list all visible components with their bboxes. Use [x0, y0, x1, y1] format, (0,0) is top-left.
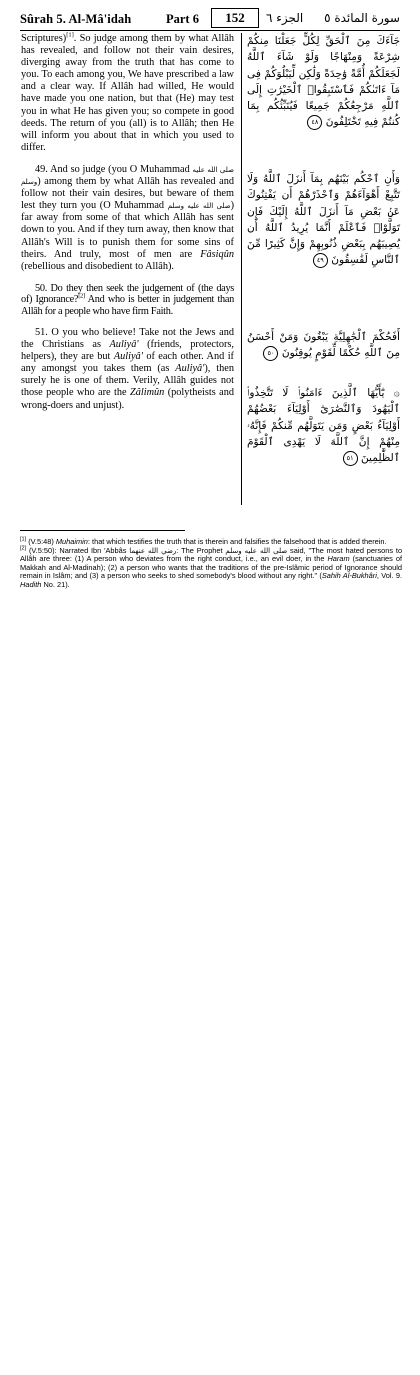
ayah-number-icon: ٤٩ — [313, 253, 328, 268]
translation-paragraph-50: 50. Do they then seek the judgement of (the days of) Ignorance?[2] And who is better in judgement than Allâh for a people who have firm Faith. — [21, 282, 234, 317]
footnote-ref[interactable]: [1] — [66, 31, 74, 39]
arabic-verse-49: وَأَنِ ٱحْكُم بَيْنَهُم بِمَآ أَنزَلَ ٱللَّهُ وَلَا تَتَّبِعْ أَهْوَآءَهُمْ وَٱحْذَرْهُمْ أَن يَفْتِنُوكَ عَنۢ بَعْضِ مَآ أَنزَلَ ٱللَّهُ إِلَيْكَ فَإِن تَوَلَّوْا۟ فَٱعْلَمْ أَنَّمَا يُرِيدُ ٱللَّهُ أَن يُصِيبَهُم بِبَعْضِ ذُنُوبِهِمْ وَإِنَّ كَثِيرًا مِّنَ ٱلنَّاسِ لَفَٰسِقُونَ ٤٩ — [247, 173, 400, 267]
juz-label-arabic: الجزء ٦ — [266, 11, 304, 25]
footnote-1: [1] (V.5:48) Muhaimin: that which testifies the truth that is therein and falsifies the falsehood that is added therein. — [20, 536, 387, 546]
footnote-ref[interactable]: [2] — [78, 292, 85, 300]
term-zalimun: Zâlimûn — [129, 387, 165, 399]
translation-paragraph-48: Scriptures)[1]. So judge among them by what Allâh has revealed, and follow not their vain desires, diverging away from the truth that has come to you. To each among you, We have prescribed a law and a clear way. If Allâh had willed, He would have made you one nation, but that (He) may test you in what He has given you; so compete in good deeds. The return of you (all) is to Allâh; then He will inform you about that in which you used to differ. — [21, 31, 234, 153]
term-auliya: Auliyâ' — [109, 339, 139, 351]
salutation-glyph: صلى الله عليه وسلم — [21, 165, 234, 187]
page-number: 152 — [211, 8, 259, 28]
footnotes — [20, 538, 402, 590]
header-rule — [20, 30, 400, 31]
term-fasiqun: Fâsiqûn — [200, 248, 234, 260]
arabic-verse-51: ۞ يَٰٓأَيُّهَا ٱلَّذِينَ ءَامَنُوا۟ لَا تَتَّخِذُوا۟ ٱلْيَهُودَ وَٱلنَّصَٰرَىٰٓ أَوْلِيَآءَ بَعْضُهُمْ أَوْلِيَآءُ بَعْضٍ وَمَن يَتَوَلَّهُم مِّنكُمْ فَإِنَّهُۥ مِنْهُمْ إِنَّ ٱللَّهَ لَا يَهْدِى ٱلْقَوْمَ ٱلظَّٰلِمِينَ ٥١ — [247, 387, 400, 465]
footnote-2: [2] (V.5:50): Narrated Ibn 'Abbâs رضي الله عنهما: The Prophet صلى الله عليه وسلم said, "The most hated persons to Allâh are three: (1) A person who deviates from the right conduct, i.e., an evil doer, in the Haram (sanctuaries of Makkah and Al-Madinah); (2) a person who wants that the traditions of the pre-Islâmic period of Ignorance should remain in Islâm; and (3) a person who seeks to shed somebody's blood without any right." (Sahih Al-Bukhâri, Vol. 9. Hadith No. 21). — [20, 545, 403, 589]
ayah-number-icon: ٥٠ — [263, 346, 278, 361]
term-auliya: Auliyâ' — [175, 363, 205, 375]
column-divider — [241, 33, 242, 505]
translation-column — [21, 33, 234, 422]
arabic-verse-50: أَفَحُكْمَ ٱلْجَٰهِلِيَّةِ يَبْغُونَ وَمَنْ أَحْسَنُ مِنَ ٱللَّهِ حُكْمًا لِّقَوْمٍ يُوقِنُونَ ٥٠ — [247, 331, 400, 360]
translation-paragraph-49: 49. And so judge (you O Muhammad صلى الله عليه وسلم) among them by what Allâh has revealed and follow not their vain desires, but beware of them lest they turn you (O Muhammad صلى الله عليه وسلم) far away from some of that which Allâh has sent down to you. And if they turn away, then know that Allâh's Will is to punish them for some sins of theirs. And truly, most of men are Fâsiqûn (rebellious and disobedient to Allâh). — [21, 163, 235, 272]
ayah-number-icon: ٥١ — [343, 451, 358, 466]
arabic-verse-48: جَآءَكَ مِنَ ٱلْحَقِّ لِكُلٍّ جَعَلْنَا مِنكُمْ شِرْعَةً وَمِنْهَاجًا وَلَوْ شَآءَ ٱللَّهُ لَجَعَلَكُمْ أُمَّةً وَٰحِدَةً وَلَٰكِن لِّيَبْلُوَكُمْ فِى مَآ ءَاتَىٰكُمْ فَٱسْتَبِقُوا۟ ٱلْخَيْرَٰتِ إِلَى ٱللَّهِ مَرْجِعُكُمْ جَمِيعًا فَيُنَبِّئُكُم بِمَا كُنتُمْ فِيهِ تَخْتَلِفُونَ ٤٨ — [247, 35, 400, 129]
surah-title-arabic: سورة المائدة ٥ — [324, 11, 400, 25]
salutation-glyph: صلى الله عليه وسلم — [167, 202, 231, 211]
part-label: Part 6 — [166, 12, 199, 26]
salutation-glyph: صلى الله عليه وسلم — [225, 546, 288, 555]
salutation-glyph: رضي الله عنهما — [129, 546, 177, 555]
ayah-number-icon: ٤٨ — [307, 115, 322, 130]
term-auliya: Auliyâ' — [113, 351, 143, 363]
footnote-rule — [20, 530, 185, 531]
translation-paragraph-51: 51. O you who believe! Take not the Jews and the Christians as Auliyâ' (friends, protectors, helpers), they are but Auliyâ' of each other. And if any amongst you takes them (as Auliyâ'), then surely he is one of them. Verily, Allâh guides not those people who are the Zâlimûn (polytheists and wrong-doers and unjust). — [21, 327, 234, 411]
surah-title: Sûrah 5. Al-Mâ'idah — [20, 12, 132, 26]
